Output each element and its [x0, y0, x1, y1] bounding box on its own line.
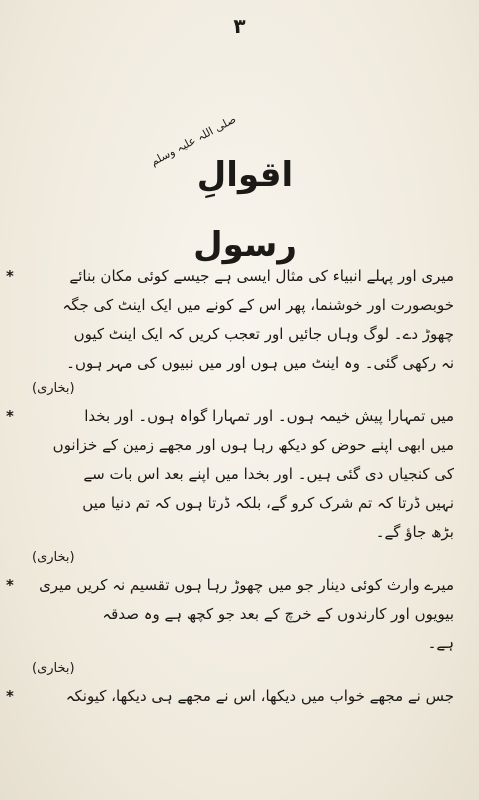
bullet-star-icon: * — [6, 407, 14, 425]
page-number: ۳ — [233, 14, 246, 38]
bullet-star-icon: * — [6, 687, 14, 705]
source-citation: (بخاری) — [32, 661, 75, 676]
saying-line: بڑھ جاؤ گے۔ — [375, 523, 454, 541]
saying-line: میری اور پہلے انبیاء کی مثال ایسی ہے جیسے کوئی مکان بنائے — [69, 267, 454, 285]
saying-line: چھوڑ دے۔ لوگ وہاں جائیں اور تعجب کریں کہ ایک اینٹ کیوں — [73, 325, 454, 343]
source-citation: (بخاری) — [32, 550, 75, 565]
saying-line: میں ابھی اپنے حوض کو دیکھ رہا ہوں اور مجھے زمین کے خزانوں — [52, 436, 454, 454]
saying-line: کی کنجیاں دی گئی ہیں۔ اور بخدا میں اپنے بعد اس بات سے — [83, 465, 454, 483]
saying-entry-2 — [6, 402, 454, 569]
saying-line: خوبصورت اور خوشنما، پھر اس کے کونے میں ایک اینٹ کی جگہ — [62, 296, 454, 314]
source-citation: (بخاری) — [32, 381, 75, 396]
saying-line: میرے وارث کوئی دینار جو میں چھوڑ رہا ہوں تقسیم نہ کریں میری — [39, 576, 454, 594]
saying-line: نہ رکھی گئی۔ وہ اینٹ میں ہوں اور میں نبیوں کی مہر ہوں۔ — [66, 354, 454, 372]
saying-line: میں تمہارا پیش خیمہ ہوں۔ اور تمہارا گواہ ہوں۔ اور بخدا — [84, 407, 454, 425]
bullet-star-icon: * — [6, 576, 14, 594]
heading — [148, 112, 340, 265]
saying-entry-1 — [6, 262, 454, 400]
honorific-inscription: صلی اللہ علیہ وسلم — [148, 112, 239, 169]
saying-line: جس نے مجھے خواب میں دیکھا، اس نے مجھے ہی دیکھا، کیونکہ — [65, 687, 454, 705]
saying-entry-3 — [6, 571, 454, 680]
page-title: اقوالِ رسول — [193, 155, 297, 265]
saying-entry-4 — [6, 682, 454, 711]
sayings-list — [6, 262, 454, 713]
saying-line: ہے۔ — [427, 634, 454, 652]
saying-line: نہیں ڈرتا کہ تم شرک کرو گے، بلکہ ڈرتا ہوں کہ تم دنیا میں — [82, 494, 454, 512]
bullet-star-icon: * — [6, 267, 14, 285]
saying-line: بیویوں اور کارندوں کے خرچ کے بعد جو کچھ ہے وہ صدقہ — [102, 605, 454, 623]
